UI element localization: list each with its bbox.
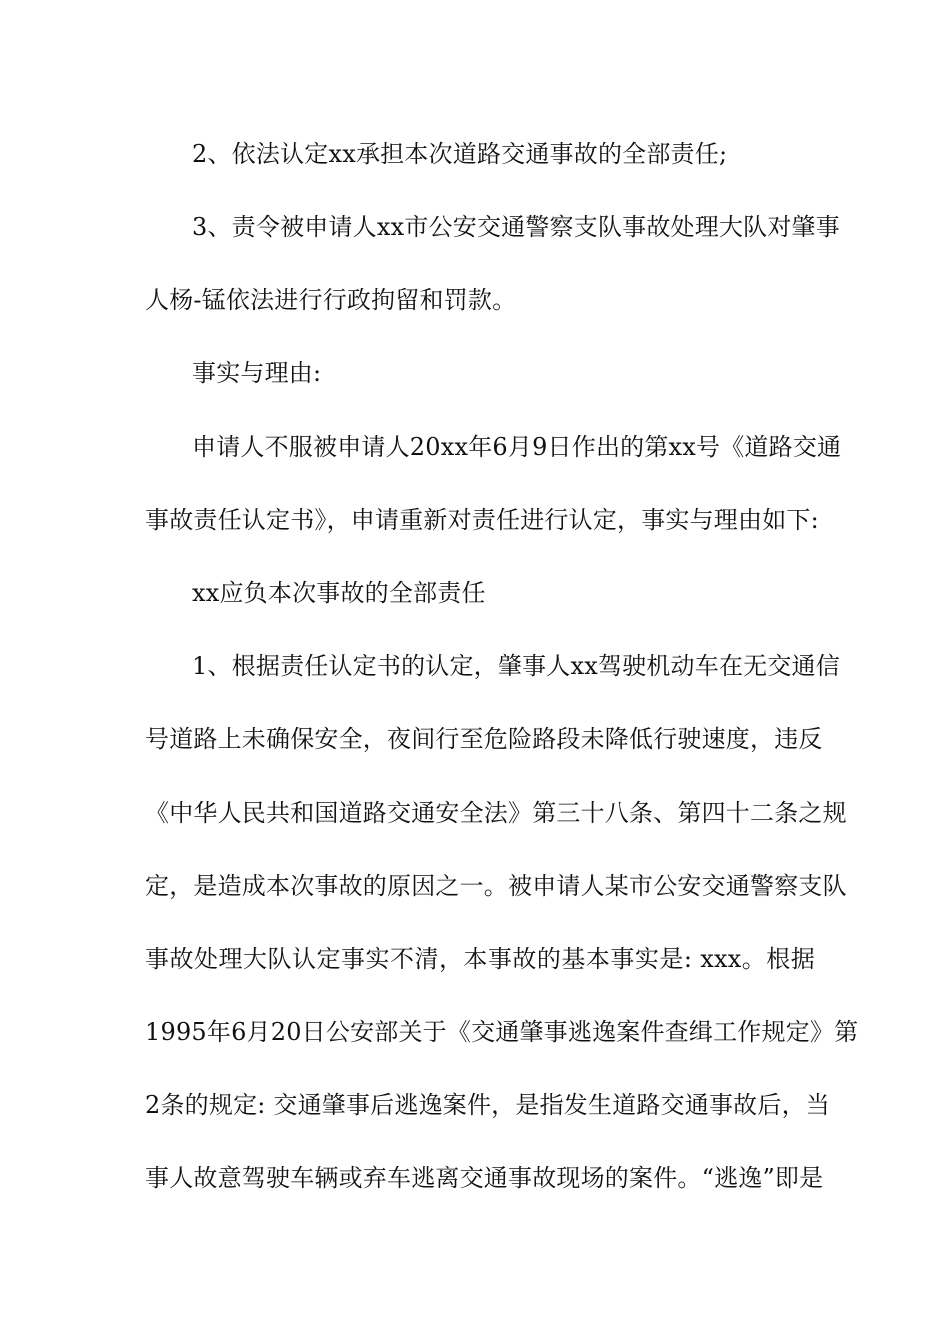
section-heading: 事实与理由: — [192, 359, 322, 387]
paragraph-line-13: 1995年6月20日公安部关于《交通肇事逃逸案件查缉工作规定》第 — [145, 1018, 859, 1046]
paragraph-line-3: 人杨-锰依法进行行政拘留和罚款。 — [145, 286, 517, 314]
paragraph-line-12: 事故处理大队认定事实不清，本事故的基本事实是: xxx。根据 — [145, 945, 815, 973]
paragraph-line-9: 号道路上未确保安全，夜间行至危险路段未降低行驶速度，违反 — [145, 725, 823, 753]
paragraph-line-2: 3、责令被申请人xx市公安交通警察支队事故处理大队对肇事 — [192, 213, 840, 241]
paragraph-line-1: 2、依法认定xx承担本次道路交通事故的全部责任; — [192, 140, 728, 168]
paragraph-line-5: 申请人不服被申请人20xx年6月9日作出的第xx号《道路交通 — [192, 433, 842, 461]
paragraph-line-15: 事人故意驾驶车辆或弃车逃离交通事故现场的案件。“逃逸”即是 — [145, 1164, 824, 1192]
paragraph-line-10: 《中华人民共和国道路交通安全法》第三十八条、第四十二条之规 — [145, 799, 847, 827]
paragraph-line-6: 事故责任认定书》，申请重新对责任进行认定，事实与理由如下: — [145, 506, 819, 534]
paragraph-line-11: 定，是造成本次事故的原因之一。被申请人某市公安交通警察支队 — [145, 872, 847, 900]
subheading: xx应负本次事故的全部责任 — [192, 579, 486, 607]
paragraph-line-8: 1、根据责任认定书的认定，肇事人xx驾驶机动车在无交通信 — [192, 652, 840, 680]
paragraph-line-14: 2条的规定: 交通肇事后逃逸案件，是指发生道路交通事故后，当 — [145, 1091, 830, 1119]
